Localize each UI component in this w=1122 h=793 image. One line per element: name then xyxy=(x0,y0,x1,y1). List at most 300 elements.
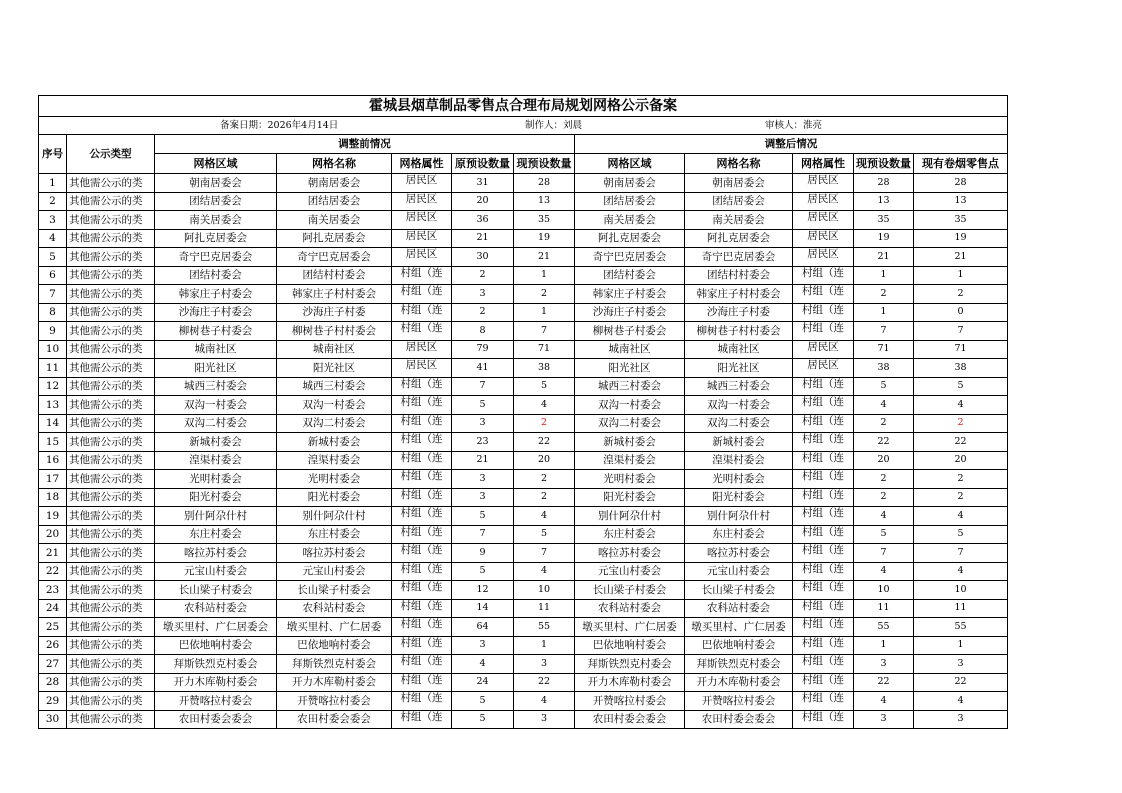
existing-outlets-after: 5 xyxy=(914,377,1008,396)
cur-count-after: 35 xyxy=(854,211,914,230)
orig-count-before: 64 xyxy=(452,618,514,637)
seq-cell: 13 xyxy=(39,396,67,415)
type-cell: 其他需公示的类 xyxy=(67,377,155,396)
attr-before: 村组（连 xyxy=(392,544,452,563)
orig-count-before: 7 xyxy=(452,377,514,396)
existing-outlets-after: 13 xyxy=(914,192,1008,211)
cur-count-before: 22 xyxy=(514,673,575,692)
filing-table xyxy=(38,95,1008,729)
name-before: 柳树巷子村村委会 xyxy=(277,322,392,341)
seq-cell: 8 xyxy=(39,303,67,322)
name-before: 光明村委会 xyxy=(277,470,392,489)
cur-count-after: 2 xyxy=(854,488,914,507)
name-before: 长山梁子村委会 xyxy=(277,581,392,600)
existing-outlets-after: 0 xyxy=(914,303,1008,322)
table-row xyxy=(39,414,1008,433)
cur-count-before: 3 xyxy=(514,710,575,729)
type-cell: 其他需公示的类 xyxy=(67,322,155,341)
area-after: 喀拉苏村委会 xyxy=(575,544,685,563)
area-after: 巴依地响村委会 xyxy=(575,636,685,655)
area-after: 元宝山村委会 xyxy=(575,562,685,581)
orig-count-before: 3 xyxy=(452,470,514,489)
table-row xyxy=(39,248,1008,267)
cur-count-before: 38 xyxy=(514,359,575,378)
area-before: 东庄村委会 xyxy=(155,525,277,544)
attr-after: 居民区 xyxy=(793,174,854,193)
orig-count-before: 5 xyxy=(452,562,514,581)
cur-count-before: 1 xyxy=(514,636,575,655)
table-row xyxy=(39,544,1008,563)
table-row xyxy=(39,470,1008,489)
area-after: 农田村委会委会 xyxy=(575,710,685,729)
attr-before: 居民区 xyxy=(392,340,452,359)
name-before: 农科站村委会 xyxy=(277,599,392,618)
type-cell: 其他需公示的类 xyxy=(67,451,155,470)
col-header: 网格区域 xyxy=(575,154,685,174)
orig-count-before: 4 xyxy=(452,655,514,674)
attr-after: 村组（连 xyxy=(793,266,854,285)
existing-outlets-after: 7 xyxy=(914,322,1008,341)
cur-count-before: 55 xyxy=(514,618,575,637)
attr-after: 村组（连 xyxy=(793,396,854,415)
attr-before: 居民区 xyxy=(392,192,452,211)
existing-outlets-after: 35 xyxy=(914,211,1008,230)
existing-outlets-after: 4 xyxy=(914,562,1008,581)
attr-before: 村组（连 xyxy=(392,303,452,322)
orig-count-before: 5 xyxy=(452,507,514,526)
name-after: 湟渠村委会 xyxy=(685,451,793,470)
type-cell: 其他需公示的类 xyxy=(67,266,155,285)
table-row xyxy=(39,377,1008,396)
area-after: 朝南居委会 xyxy=(575,174,685,193)
cur-count-after: 7 xyxy=(854,322,914,341)
type-cell: 其他需公示的类 xyxy=(67,248,155,267)
area-after: 沙海庄子村委会 xyxy=(575,303,685,322)
table-row xyxy=(39,192,1008,211)
name-after: 喀拉苏村委会 xyxy=(685,544,793,563)
attr-after: 村组（连 xyxy=(793,655,854,674)
name-after: 新城村委会 xyxy=(685,433,793,452)
attr-before: 居民区 xyxy=(392,174,452,193)
cur-count-before: 28 xyxy=(514,174,575,193)
orig-count-before: 3 xyxy=(452,285,514,304)
type-cell: 其他需公示的类 xyxy=(67,488,155,507)
area-before: 团结居委会 xyxy=(155,192,277,211)
type-cell: 其他需公示的类 xyxy=(67,655,155,674)
attr-before: 村组（连 xyxy=(392,470,452,489)
attr-before: 居民区 xyxy=(392,359,452,378)
attr-after: 村组（连 xyxy=(793,414,854,433)
type-cell: 其他需公示的类 xyxy=(67,544,155,563)
area-before: 新城村委会 xyxy=(155,433,277,452)
name-after: 别什阿尕什村 xyxy=(685,507,793,526)
cur-count-after: 71 xyxy=(854,340,914,359)
type-cell: 其他需公示的类 xyxy=(67,192,155,211)
existing-outlets-after: 19 xyxy=(914,229,1008,248)
cur-count-before: 1 xyxy=(514,266,575,285)
seq-cell: 25 xyxy=(39,618,67,637)
type-cell: 其他需公示的类 xyxy=(67,303,155,322)
cur-count-before: 4 xyxy=(514,507,575,526)
name-before: 新城村委会 xyxy=(277,433,392,452)
name-before: 东庄村委会 xyxy=(277,525,392,544)
area-before: 阳光社区 xyxy=(155,359,277,378)
col-header: 现有卷烟零售点 xyxy=(914,154,1008,174)
name-after: 城西三村委会 xyxy=(685,377,793,396)
seq-cell: 1 xyxy=(39,174,67,193)
type-cell: 其他需公示的类 xyxy=(67,470,155,489)
existing-outlets-after: 11 xyxy=(914,599,1008,618)
type-cell: 其他需公示的类 xyxy=(67,562,155,581)
type-cell: 其他需公示的类 xyxy=(67,396,155,415)
seq-cell: 14 xyxy=(39,414,67,433)
type-cell: 其他需公示的类 xyxy=(67,229,155,248)
existing-outlets-after: 21 xyxy=(914,248,1008,267)
table-row xyxy=(39,285,1008,304)
cur-count-after: 7 xyxy=(854,544,914,563)
area-before: 喀拉苏村委会 xyxy=(155,544,277,563)
table-row xyxy=(39,673,1008,692)
seq-cell: 7 xyxy=(39,285,67,304)
orig-count-before: 5 xyxy=(452,396,514,415)
attr-before: 村组（连 xyxy=(392,414,452,433)
seq-cell: 6 xyxy=(39,266,67,285)
name-after: 南关居委会 xyxy=(685,211,793,230)
attr-after: 村组（连 xyxy=(793,636,854,655)
filing-date: 备案日期：2026年4月14日 xyxy=(220,120,339,131)
cur-count-after: 2 xyxy=(854,470,914,489)
name-after: 元宝山村委会 xyxy=(685,562,793,581)
maker: 制作人：刘晨 xyxy=(525,120,583,131)
area-after: 墩买里村、广仁居委 xyxy=(575,618,685,637)
attr-after: 村组（连 xyxy=(793,507,854,526)
orig-count-before: 31 xyxy=(452,174,514,193)
orig-count-before: 3 xyxy=(452,488,514,507)
name-after: 韩家庄子村村委会 xyxy=(685,285,793,304)
cur-count-before: 3 xyxy=(514,655,575,674)
area-before: 南关居委会 xyxy=(155,211,277,230)
cur-count-after: 4 xyxy=(854,507,914,526)
type-cell: 其他需公示的类 xyxy=(67,581,155,600)
cur-count-after: 1 xyxy=(854,636,914,655)
orig-count-before: 23 xyxy=(452,433,514,452)
table-row xyxy=(39,692,1008,711)
orig-count-before: 2 xyxy=(452,303,514,322)
name-after: 墩买里村、广仁居委 xyxy=(685,618,793,637)
table-row xyxy=(39,266,1008,285)
name-after: 阳光村委会 xyxy=(685,488,793,507)
attr-before: 村组（连 xyxy=(392,488,452,507)
type-cell: 其他需公示的类 xyxy=(67,211,155,230)
area-before: 团结村委会 xyxy=(155,266,277,285)
type-cell: 其他需公示的类 xyxy=(67,285,155,304)
area-after: 湟渠村委会 xyxy=(575,451,685,470)
area-before: 城南社区 xyxy=(155,340,277,359)
attr-after: 村组（连 xyxy=(793,303,854,322)
area-after: 团结村委会 xyxy=(575,266,685,285)
name-before: 墩买里村、广仁居委 xyxy=(277,618,392,637)
name-before: 团结居委会 xyxy=(277,192,392,211)
attr-after: 村组（连 xyxy=(793,710,854,729)
name-before: 巴依地响村委会 xyxy=(277,636,392,655)
area-after: 双沟二村委会 xyxy=(575,414,685,433)
type-cell: 其他需公示的类 xyxy=(67,710,155,729)
area-after: 南关居委会 xyxy=(575,211,685,230)
attr-after: 居民区 xyxy=(793,211,854,230)
existing-outlets-after: 4 xyxy=(914,396,1008,415)
area-after: 东庄村委会 xyxy=(575,525,685,544)
seq-cell: 17 xyxy=(39,470,67,489)
table-row xyxy=(39,303,1008,322)
name-before: 城西三村委会 xyxy=(277,377,392,396)
existing-outlets-after: 71 xyxy=(914,340,1008,359)
name-before: 南关居委会 xyxy=(277,211,392,230)
table-row xyxy=(39,359,1008,378)
type-cell: 其他需公示的类 xyxy=(67,507,155,526)
cur-count-before: 19 xyxy=(514,229,575,248)
attr-after: 居民区 xyxy=(793,359,854,378)
existing-outlets-after: 2 xyxy=(914,414,1008,433)
name-before: 阳光村委会 xyxy=(277,488,392,507)
attr-before: 村组（连 xyxy=(392,655,452,674)
area-after: 团结居委会 xyxy=(575,192,685,211)
area-before: 双沟二村委会 xyxy=(155,414,277,433)
area-after: 农科站村委会 xyxy=(575,599,685,618)
area-before: 别什阿尕什村 xyxy=(155,507,277,526)
type-cell: 其他需公示的类 xyxy=(67,636,155,655)
area-after: 双沟一村委会 xyxy=(575,396,685,415)
type-cell: 其他需公示的类 xyxy=(67,433,155,452)
name-after: 城南社区 xyxy=(685,340,793,359)
table-row xyxy=(39,340,1008,359)
seq-cell: 28 xyxy=(39,673,67,692)
existing-outlets-after: 38 xyxy=(914,359,1008,378)
existing-outlets-after: 2 xyxy=(914,470,1008,489)
existing-outlets-after: 10 xyxy=(914,581,1008,600)
seq-cell: 23 xyxy=(39,581,67,600)
name-after: 开力木库勒村委会 xyxy=(685,673,793,692)
col-header: 网格名称 xyxy=(277,154,392,174)
table-row xyxy=(39,636,1008,655)
attr-before: 村组（连 xyxy=(392,692,452,711)
area-before: 拜斯铁烈克村委会 xyxy=(155,655,277,674)
type-cell: 其他需公示的类 xyxy=(67,340,155,359)
table-row xyxy=(39,211,1008,230)
name-after: 拜斯铁烈克村委会 xyxy=(685,655,793,674)
cur-count-after: 10 xyxy=(854,581,914,600)
table-row xyxy=(39,507,1008,526)
area-before: 湟渠村委会 xyxy=(155,451,277,470)
meta-row xyxy=(39,117,1008,135)
name-after: 双沟一村委会 xyxy=(685,396,793,415)
cur-count-after: 2 xyxy=(854,285,914,304)
area-before: 双沟一村委会 xyxy=(155,396,277,415)
area-before: 元宝山村委会 xyxy=(155,562,277,581)
cur-count-after: 21 xyxy=(854,248,914,267)
table-row xyxy=(39,525,1008,544)
cur-count-after: 1 xyxy=(854,303,914,322)
attr-after: 村组（连 xyxy=(793,433,854,452)
attr-before: 村组（连 xyxy=(392,322,452,341)
orig-count-before: 21 xyxy=(452,229,514,248)
col-header: 网格属性 xyxy=(793,154,854,174)
area-after: 新城村委会 xyxy=(575,433,685,452)
seq-cell: 21 xyxy=(39,544,67,563)
cur-count-before: 5 xyxy=(514,525,575,544)
attr-before: 村组（连 xyxy=(392,599,452,618)
before-header: 调整前情况 xyxy=(155,135,575,154)
existing-outlets-after: 22 xyxy=(914,673,1008,692)
attr-before: 村组（连 xyxy=(392,396,452,415)
existing-outlets-after: 55 xyxy=(914,618,1008,637)
name-before: 阿扎克居委会 xyxy=(277,229,392,248)
cur-count-before: 11 xyxy=(514,599,575,618)
existing-outlets-after: 1 xyxy=(914,636,1008,655)
table-row xyxy=(39,396,1008,415)
cur-count-after: 11 xyxy=(854,599,914,618)
existing-outlets-after: 1 xyxy=(914,266,1008,285)
area-after: 开力木库勒村委会 xyxy=(575,673,685,692)
orig-count-before: 14 xyxy=(452,599,514,618)
table-row xyxy=(39,562,1008,581)
seq-cell: 10 xyxy=(39,340,67,359)
attr-before: 村组（连 xyxy=(392,285,452,304)
attr-before: 村组（连 xyxy=(392,581,452,600)
cur-count-before: 2 xyxy=(514,488,575,507)
existing-outlets-after: 3 xyxy=(914,710,1008,729)
page-title: 霍城县烟草制品零售点合理布局规划网格公示备案 xyxy=(39,96,1008,117)
orig-count-before: 21 xyxy=(452,451,514,470)
cur-count-after: 5 xyxy=(854,377,914,396)
existing-outlets-after: 2 xyxy=(914,488,1008,507)
attr-after: 村组（连 xyxy=(793,599,854,618)
type-cell: 其他需公示的类 xyxy=(67,599,155,618)
area-after: 城南社区 xyxy=(575,340,685,359)
name-before: 别什阿尕什村 xyxy=(277,507,392,526)
seq-cell: 22 xyxy=(39,562,67,581)
cur-count-before: 1 xyxy=(514,303,575,322)
existing-outlets-after: 28 xyxy=(914,174,1008,193)
attr-after: 村组（连 xyxy=(793,544,854,563)
area-after: 别什阿尕什村 xyxy=(575,507,685,526)
cur-count-after: 38 xyxy=(854,359,914,378)
attr-before: 村组（连 xyxy=(392,636,452,655)
attr-before: 村组（连 xyxy=(392,433,452,452)
name-after: 阿扎克居委会 xyxy=(685,229,793,248)
name-before: 湟渠村委会 xyxy=(277,451,392,470)
col-header: 现预设数量 xyxy=(514,154,575,174)
seq-cell: 11 xyxy=(39,359,67,378)
area-before: 阳光村委会 xyxy=(155,488,277,507)
seq-cell: 30 xyxy=(39,710,67,729)
table-row xyxy=(39,174,1008,193)
type-cell: 其他需公示的类 xyxy=(67,525,155,544)
attr-before: 村组（连 xyxy=(392,562,452,581)
table-row xyxy=(39,581,1008,600)
attr-before: 村组（连 xyxy=(392,451,452,470)
area-after: 奇宁巴克居委会 xyxy=(575,248,685,267)
cur-count-after: 22 xyxy=(854,673,914,692)
seq-cell: 20 xyxy=(39,525,67,544)
orig-count-before: 9 xyxy=(452,544,514,563)
cur-count-before: 71 xyxy=(514,340,575,359)
orig-count-before: 3 xyxy=(452,636,514,655)
cur-count-after: 4 xyxy=(854,396,914,415)
col-header: 网格区域 xyxy=(155,154,277,174)
cur-count-after: 19 xyxy=(854,229,914,248)
cur-count-before: 5 xyxy=(514,377,575,396)
table-row xyxy=(39,488,1008,507)
area-after: 开赞喀拉村委会 xyxy=(575,692,685,711)
existing-outlets-after: 22 xyxy=(914,433,1008,452)
orig-count-before: 36 xyxy=(452,211,514,230)
name-before: 双沟一村委会 xyxy=(277,396,392,415)
seq-cell: 3 xyxy=(39,211,67,230)
seq-cell: 29 xyxy=(39,692,67,711)
after-header: 调整后情况 xyxy=(575,135,1008,154)
cur-count-before: 13 xyxy=(514,192,575,211)
area-after: 阿扎克居委会 xyxy=(575,229,685,248)
name-after: 阳光社区 xyxy=(685,359,793,378)
cur-count-after: 3 xyxy=(854,655,914,674)
name-before: 开赞喀拉村委会 xyxy=(277,692,392,711)
attr-before: 村组（连 xyxy=(392,266,452,285)
area-before: 农田村委会委会 xyxy=(155,710,277,729)
area-after: 长山梁子村委会 xyxy=(575,581,685,600)
seq-cell: 18 xyxy=(39,488,67,507)
cur-count-before: 7 xyxy=(514,322,575,341)
orig-count-before: 5 xyxy=(452,710,514,729)
orig-count-before: 24 xyxy=(452,673,514,692)
attr-before: 居民区 xyxy=(392,248,452,267)
type-cell: 其他需公示的类 xyxy=(67,174,155,193)
name-after: 沙海庄子村委 xyxy=(685,303,793,322)
attr-after: 村组（连 xyxy=(793,525,854,544)
area-before: 城西三村委会 xyxy=(155,377,277,396)
cur-count-before: 20 xyxy=(514,451,575,470)
type-cell: 其他需公示的类 xyxy=(67,673,155,692)
name-before: 奇宁巴克居委会 xyxy=(277,248,392,267)
area-before: 奇宁巴克居委会 xyxy=(155,248,277,267)
cur-count-after: 2 xyxy=(854,414,914,433)
area-after: 阳光社区 xyxy=(575,359,685,378)
attr-before: 村组（连 xyxy=(392,673,452,692)
attr-after: 村组（连 xyxy=(793,488,854,507)
name-after: 光明村委会 xyxy=(685,470,793,489)
area-after: 阳光村委会 xyxy=(575,488,685,507)
orig-count-before: 7 xyxy=(452,525,514,544)
table-row xyxy=(39,599,1008,618)
name-before: 元宝山村委会 xyxy=(277,562,392,581)
name-before: 开力木库勒村委会 xyxy=(277,673,392,692)
attr-before: 村组（连 xyxy=(392,618,452,637)
type-cell: 其他需公示的类 xyxy=(67,692,155,711)
area-before: 巴依地响村委会 xyxy=(155,636,277,655)
seq-cell: 16 xyxy=(39,451,67,470)
cur-count-before: 2 xyxy=(514,414,575,433)
name-after: 农科站村委会 xyxy=(685,599,793,618)
area-before: 沙海庄子村委会 xyxy=(155,303,277,322)
cur-count-after: 22 xyxy=(854,433,914,452)
attr-after: 居民区 xyxy=(793,248,854,267)
col-header: 网格属性 xyxy=(392,154,452,174)
attr-before: 村组（连 xyxy=(392,525,452,544)
area-before: 墩买里村、广仁居委会 xyxy=(155,618,277,637)
table-row xyxy=(39,433,1008,452)
name-after: 双沟二村委会 xyxy=(685,414,793,433)
name-after: 柳树巷子村村委会 xyxy=(685,322,793,341)
cur-count-before: 35 xyxy=(514,211,575,230)
